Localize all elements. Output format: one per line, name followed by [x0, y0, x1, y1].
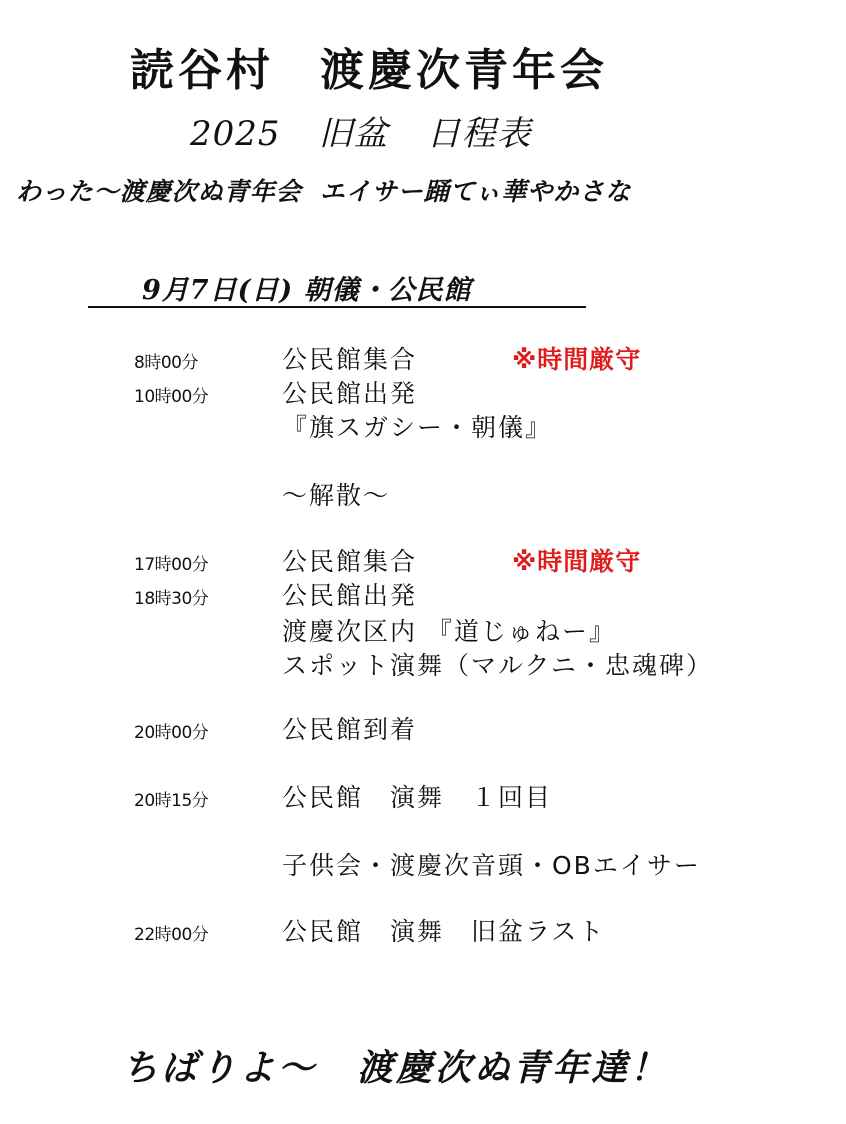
closing-message [122, 1040, 669, 1091]
schedule-note: ※時間厳守 [512, 345, 642, 374]
schedule-row [0, 710, 846, 744]
slogan-left: わった～渡慶次ぬ青年会 [16, 177, 302, 206]
schedule-text: 『旗スガシー・朝儀』 [282, 413, 553, 442]
schedule-text: スポット演舞（マルクニ・忠魂碑） [282, 651, 714, 680]
schedule-row [0, 340, 846, 374]
schedule-time: 17時00分 [134, 555, 209, 575]
subtitle-event: 旧盆 [318, 114, 389, 154]
slogan-right: エイサー踊てぃ華やかさな [319, 177, 632, 206]
schedule-row [0, 476, 846, 510]
schedule-row [0, 408, 846, 442]
date-heading: 9月7日(日) 朝儀・公民館 [142, 275, 472, 306]
schedule-text: 公民館 演舞 旧盆ラスト [282, 917, 606, 946]
date-underline [88, 306, 586, 308]
schedule-text: 公民館出発 [282, 379, 418, 408]
schedule-text: 公民館集合 [282, 345, 418, 374]
schedule-row [0, 374, 846, 408]
schedule-text: 公民館 演舞 １回目 [282, 783, 553, 812]
slogan [16, 172, 631, 208]
schedule-row [0, 778, 846, 812]
schedule-time: 18時30分 [134, 589, 209, 609]
schedule-time: 10時00分 [134, 387, 209, 407]
schedule-text: 子供会・渡慶次音頭・OBエイサー [282, 851, 701, 880]
subtitle-year: 2025 [190, 114, 281, 154]
schedule-row [0, 646, 846, 680]
schedule-text: ～解散～ [282, 481, 391, 510]
schedule-text: 公民館到着 [282, 715, 418, 744]
schedule-text: 渡慶次区内 『道じゅねー』 [282, 617, 616, 646]
schedule-time: 8時00分 [134, 353, 198, 373]
title-association: 渡慶次青年会 [320, 45, 608, 96]
schedule-text: 公民館出発 [282, 581, 418, 610]
schedule-row [0, 612, 846, 646]
title-village: 読谷村 [130, 45, 274, 96]
schedule-note: ※時間厳守 [512, 547, 642, 576]
subtitle-kind: 日程表 [426, 114, 532, 154]
schedule-time: 20時00分 [134, 723, 209, 743]
schedule-time: 22時00分 [134, 925, 209, 945]
closing-left: ちばりよ～ [122, 1047, 318, 1089]
subtitle [190, 106, 532, 155]
schedule-text: 公民館集合 [282, 547, 418, 576]
schedule-row [0, 846, 846, 880]
schedule-time: 20時15分 [134, 791, 209, 811]
schedule-row [0, 912, 846, 946]
closing-right: 渡慶次ぬ青年達！ [357, 1047, 670, 1089]
schedule-row [0, 576, 846, 610]
page-title [130, 34, 608, 98]
schedule-row [0, 542, 846, 576]
